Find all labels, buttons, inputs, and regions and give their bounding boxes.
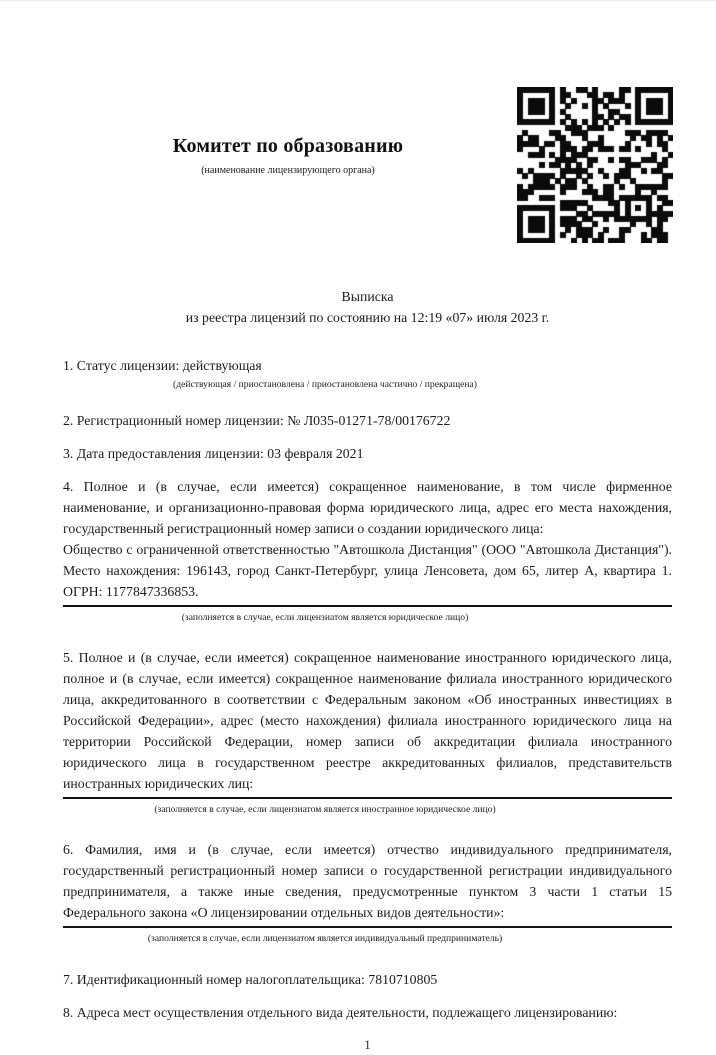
foreign-entity-section <box>63 647 672 816</box>
individual-entrepreneur-label: 6. Фамилия, имя и (в случае, если имеется) отчество индивидуального предпринимателя, государственный регистрационный номер записи о государственной регистрации индивидуального предпринимателя, а также иные сведения, предусмотренные пунктом 3 части 1 статьи 15 Федерального закона «О лицензировании отдельных видов деятельности»: <box>63 842 672 920</box>
license-status: 1. Статус лицензии: действующая <box>63 358 262 373</box>
foreign-entity-label: 5. Полное и (в случае, если имеется) сокращенное наименование иностранного юридического лица, полное и (в случае, если имеется) сокращенное наименование филиала иностранного юридического лица, аккредитованного в соответствии с Федеральным законом «Об иностранных инвестициях в Российской Федерации», адрес (место нахождения) филиала иностранного юридического лица на территории Российской Федерации, номер записи об аккредитации филиала иностранного юридического лица в государственном реестре аккредитованных филиалов, представительств иностранных юридических лиц: <box>63 650 672 791</box>
legal-entity-value: Общество с ограниченной ответственностью "Автошкола Дистанция" (ООО "Автошкола Дистанция"). Место нахождения: 196143, город Санкт-Петербург, улица Ленсовета, дом 65, литер А, квартира 1. ОГРН: 1177847336853. <box>63 542 672 599</box>
individual-entrepreneur-section <box>63 839 672 945</box>
licensing-authority-name: Комитет по образованию <box>172 135 404 157</box>
fill-rule-foreign-entity <box>63 797 672 799</box>
document-title-line1: Выписка <box>341 289 394 304</box>
activity-addresses: 8. Адреса мест осуществления отдельного вида деятельности, подлежащего лицензированию: <box>63 1005 618 1020</box>
license-status-options: (действующая / приостановлена / приостановлена частично / прекращена) <box>173 379 477 390</box>
license-registration-number: 2. Регистрационный номер лицензии: № Л035-01271-78/00176722 <box>63 413 451 428</box>
page-number: 1 <box>364 1037 371 1052</box>
license-grant-date: 3. Дата предоставления лицензии: 03 февраля 2021 <box>63 446 364 461</box>
licensing-authority-block <box>63 135 513 176</box>
legal-entity-section <box>63 476 672 624</box>
fill-rule-legal-entity <box>63 605 672 607</box>
legal-entity-label: 4. Полное и (в случае, если имеется) сокращенное наименование, в том числе фирменное наименование, и организационно-правовая форма юридического лица, адрес его места нахождения, государственный регистрационный номер записи о создании юридического лица: <box>63 479 672 536</box>
taxpayer-id: 7. Идентификационный номер налогоплательщика: 7810710805 <box>63 972 438 987</box>
licensing-authority-caption: (наименование лицензирующего органа) <box>201 165 375 176</box>
qr-code <box>517 87 673 243</box>
foreign-entity-caption: (заполняется в случае, если лицензиатом является иностранное юридическое лицо) <box>154 804 496 815</box>
legal-entity-caption: (заполняется в случае, если лицензиатом является юридическое лицо) <box>181 612 469 623</box>
document-title <box>63 286 672 328</box>
individual-entrepreneur-caption: (заполняется в случае, если лицензиатом является индивидуальный предприниматель) <box>147 933 503 944</box>
document-title-line2: из реестра лицензий по состоянию на 12:19 «07» июля 2023 г. <box>185 310 550 325</box>
document-body <box>63 286 672 1055</box>
fill-rule-individual-entrepreneur <box>63 926 672 928</box>
